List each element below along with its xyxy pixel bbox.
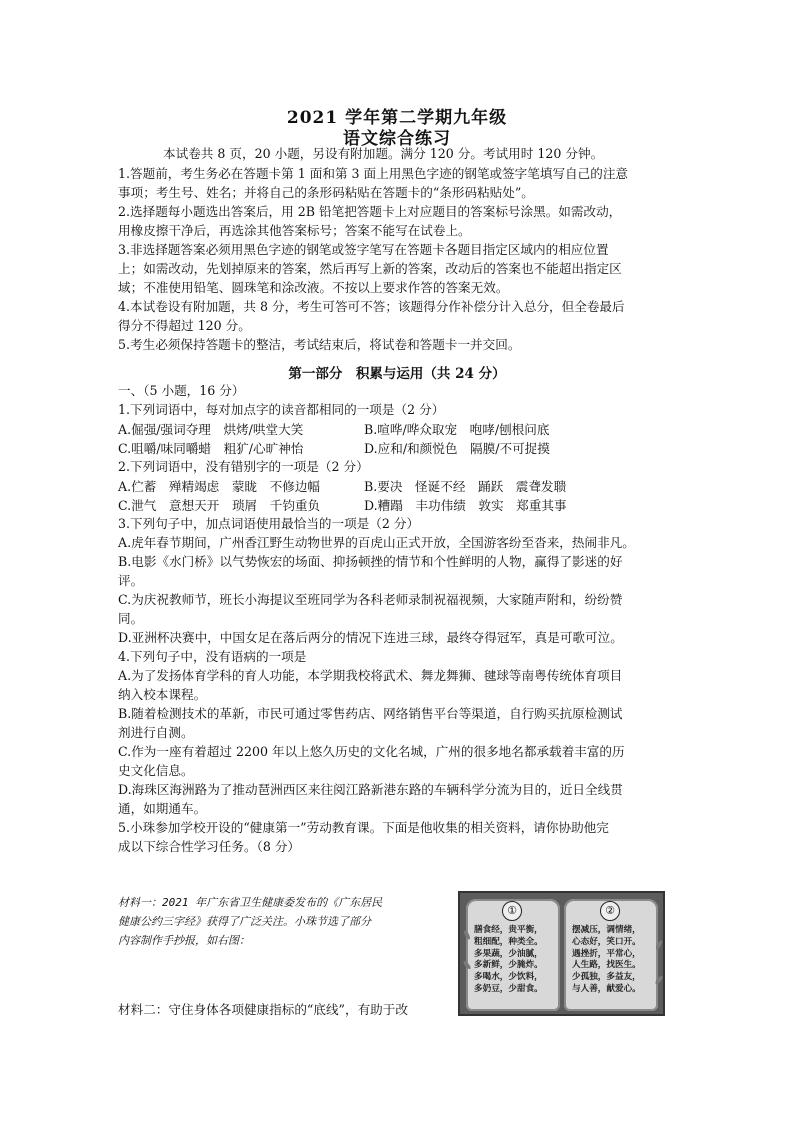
poster-line: 心态好，笑口开。 — [572, 936, 641, 947]
question-4-line: 纳入校本课程。 — [118, 687, 207, 702]
poster-line: 多果蔬，少油腻， — [474, 948, 543, 959]
exam-subtitle: 语文综合练习 — [343, 129, 451, 149]
question-1-option-a: A.倔强/强词夺理 烘烤/哄堂大笑 — [118, 422, 304, 437]
poster-line: 多喝水，少饮料， — [474, 972, 543, 983]
question-5-line: 5.小珠参加学校开设的“健康第一”劳动教育课。下面是他收集的相关资料，请你协助他完 — [118, 820, 609, 835]
question-4-line: D.海珠区海洲路为了推动琶洲西区来往阅江路新港东路的车辆科学分流为目的，近日全线贯 — [118, 782, 623, 797]
question-4-line: A.为了发扬体育学科的育人功能，本学期我校将武术、舞龙舞狮、毽球等南粤传统体育项目 — [118, 668, 623, 683]
handwritten-poster-image — [458, 891, 665, 1016]
question-3-stem: 3.下列句子中，加点词语使用最恰当的一项是（2 分） — [118, 516, 420, 531]
poster-number-2: ② — [600, 901, 620, 921]
question-1-option-d: D.应和/和颜悦色 隔膜/不可捉摸 — [364, 441, 550, 456]
poster-number-1: ① — [502, 901, 522, 921]
question-1-option-b: B.喧哗/哗众取宠 咆哮/刨根问底 — [364, 422, 550, 437]
question-3-line: D.亚洲杯决赛中，中国女足在落后两分的情况下连进三球，最终夺得冠军，真是可歌可泣。 — [118, 630, 623, 645]
question-3-line: 同。 — [118, 611, 144, 626]
question-4-line: C.作为一座有着超过 2200 年以上悠久历史的文化名城，广州的很多地名都承载着丰富的历 — [118, 744, 625, 759]
poster-line: 多奶豆，少甜食。 — [474, 983, 543, 994]
section-header: 一、（5 小题，16 分） — [118, 383, 245, 398]
poster-line: 粗细配，种类全。 — [474, 936, 543, 947]
instruction-line: 3.非选择题答案必须用黑色字迹的钢笔或签字笔写在答题卡各题目指定区域内的相应位置 — [118, 242, 609, 257]
poster-line: 少孤独，多益友， — [572, 972, 641, 983]
poster-line: 人生路，找医生。 — [572, 960, 641, 971]
instruction-line: 用橡皮擦干净后，再选涂其他答案标号；答案不能写在试卷上。 — [118, 223, 471, 238]
question-2-option-a: A.伫蓄 殚精竭虑 蒙眬 不修边幅 — [118, 479, 321, 494]
question-1-option-c: C.咀嚼/味同嚼蜡 粗犷/心旷神怡 — [118, 441, 304, 456]
poster-line: 遇挫折，平常心， — [572, 948, 641, 959]
question-2-option-b: B.要决 怪诞不经 踊跃 震聋发聩 — [364, 479, 567, 494]
instruction-line: 4.本试卷设有附加题，共 8 分，考生可答可不答；该题得分作补偿分计入总分，但全卷最后 — [118, 299, 625, 314]
material-1-line: 内容制作手抄报，如右图： — [118, 934, 250, 947]
question-3-line: B.电影《水门桥》以气势恢宏的场面、抑扬顿挫的情节和个性鲜明的人物，赢得了影迷的好 — [118, 554, 623, 569]
question-4-line: B.随着检测技术的革新，市民可通过零售药店、网络销售平台等渠道，自行购买抗原检测试 — [118, 706, 623, 721]
exam-title: 2021 学年第二学期九年级 — [286, 108, 508, 128]
poster-text-right — [572, 925, 652, 996]
poster-scroll-left — [466, 899, 560, 1011]
poster-line: 摆减压，调情绪， — [572, 925, 641, 935]
question-3-line: A.虎年春节期间，广州香江野生动物世界的百虎山正式开放，全国游客纷至沓来，热闹非凡。 — [118, 535, 635, 550]
material-2-line: 材料二：守住身体各项健康指标的“底线”，有助于改 — [118, 1002, 408, 1017]
poster-text-left — [474, 925, 554, 996]
question-2-option-d: D.糟蹋 丰功伟绩 敦实 郑重其事 — [364, 498, 567, 513]
question-3-line: C.为庆祝教师节，班长小海提议至班同学为各科老师录制祝福视频，大家随声附和，纷纷赞 — [118, 592, 623, 607]
instruction-line: 域；不准使用铅笔、圆珠笔和涂改液。不按以上要求作答的答案无效。 — [118, 280, 509, 295]
poster-line: 多新鲜，少腌炸。 — [474, 960, 543, 971]
instruction-line: 上；如需改动，先划掉原来的答案，然后再写上新的答案，改动后的答案也不能超出指定区 — [118, 261, 622, 276]
instruction-line: 得分不得超过 120 分。 — [118, 318, 251, 333]
instruction-line: 1.答题前，考生务必在答题卡第 1 面和第 3 面上用黑色字迹的钢笔或签字笔填写自己的注意 — [118, 166, 629, 181]
poster-line: 与人善，献爱心。 — [572, 983, 641, 994]
question-2-option-c: C.泄气 意想天开 琐屑 千钧重负 — [118, 498, 321, 513]
question-4-line: 通，如期通车。 — [118, 801, 207, 816]
instruction-line: 2.选择题每小题选出答案后，用 2B 铅笔把答题卡上对应题目的答案标号涂黑。如需改动， — [118, 204, 622, 219]
instruction-line: 5.考生必须保持答题卡的整洁，考试结束后，将试卷和答题卡一并交回。 — [118, 337, 521, 352]
material-1-line: 健康公约三字经》获得了广泛关注。小珠节选了部分 — [118, 915, 371, 928]
poster-line: 膳食经，贵平衡， — [474, 925, 543, 935]
question-4-line: 史文化信息。 — [118, 763, 194, 778]
question-2-stem: 2.下列词语中，没有错别字的一项是（2 分） — [118, 459, 369, 474]
question-3-line: 评。 — [118, 573, 144, 588]
instruction-line: 本试卷共 8 页，20 小题，另设有附加题。满分 120 分。考试用时 120 分钟。 — [163, 146, 604, 161]
question-4-line: 剂进行自测。 — [118, 725, 194, 740]
question-5-line: 成以下综合性学习任务。（8 分） — [118, 839, 301, 854]
instruction-line: 事项；考生号、姓名；并将自己的条形码粘贴在答题卡的“条形码粘贴处”。 — [118, 185, 534, 200]
material-1-line: 材料一：2021 年广东省卫生健康委发布的《广东居民 — [118, 896, 383, 909]
question-4-stem: 4.下列句子中，没有语病的一项是 — [118, 649, 307, 664]
question-1-stem: 1.下列词语中，每对加点字的读音都相同的一项是（2 分） — [118, 402, 445, 417]
part-title: 第一部分 积累与运用（共 24 分） — [288, 366, 506, 382]
poster-scroll-right — [564, 899, 658, 1011]
